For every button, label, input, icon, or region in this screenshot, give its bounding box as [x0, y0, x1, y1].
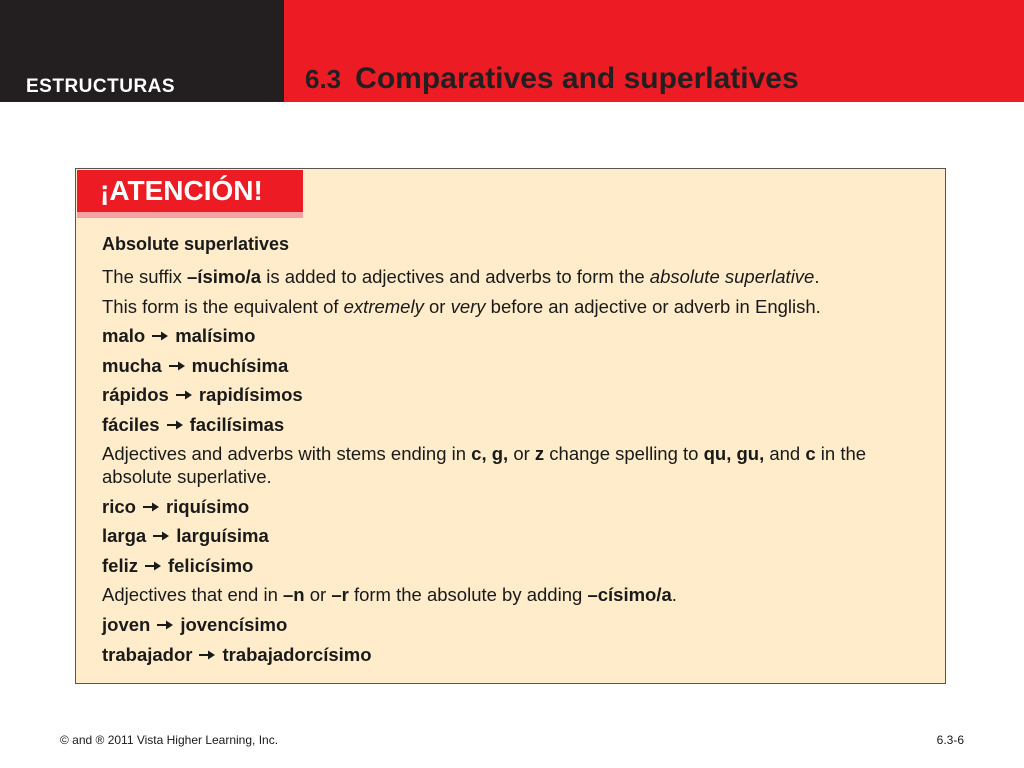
text-run: in the absolute superlative.: [102, 442, 867, 487]
examples-group-3: [102, 612, 932, 671]
example-row: [102, 323, 932, 353]
text-run: form the absolute by adding: [348, 584, 588, 606]
text-run: This form is the equivalent of: [102, 295, 344, 317]
bold-term: –n: [283, 584, 305, 606]
example-base-word: feliz: [102, 554, 138, 576]
text-run: or: [423, 295, 451, 317]
right-arrow-icon: [151, 529, 171, 543]
right-arrow-icon: [150, 329, 170, 343]
example-row: [102, 382, 932, 412]
example-superlative-word: facilísimas: [189, 413, 285, 435]
example-superlative-word: rapidísimos: [198, 384, 303, 406]
slide-title: [305, 62, 799, 96]
example-row: [102, 553, 932, 583]
example-row: [102, 612, 932, 642]
bold-term: z: [534, 442, 545, 464]
example-superlative-word: muchísima: [191, 354, 289, 376]
paragraph-suffix: [102, 264, 932, 294]
suffix-term: –ísimo/a: [187, 266, 262, 287]
footer-copyright: © and ® 2011 Vista Higher Learning, Inc.: [60, 733, 279, 747]
title-text: Comparatives and superlatives: [355, 62, 799, 95]
text-run: .: [671, 584, 677, 606]
right-arrow-icon: [165, 418, 185, 432]
example-row: [102, 523, 932, 553]
bold-term: qu, gu,: [703, 442, 765, 464]
right-arrow-icon: [155, 618, 175, 632]
example-row: [102, 353, 932, 383]
text-run: or: [508, 442, 535, 464]
example-superlative-word: jovencísimo: [180, 613, 288, 635]
text-run: change spelling to: [544, 442, 704, 464]
text-run: The suffix: [102, 266, 188, 287]
atencion-badge: [77, 170, 303, 218]
box-content: [102, 231, 932, 671]
term-italic: extremely: [343, 295, 424, 317]
right-arrow-icon: [197, 648, 217, 662]
examples-group-1: [102, 323, 932, 441]
footer-page-number: 6.3-6: [936, 733, 964, 747]
term-italic: very: [450, 295, 486, 317]
example-base-word: malo: [102, 325, 146, 347]
examples-group-2: [102, 494, 932, 583]
example-superlative-word: riquísimo: [165, 495, 250, 517]
text-run: .: [814, 266, 820, 287]
term-italic: absolute superlative: [649, 266, 815, 287]
example-base-word: fáciles: [102, 413, 160, 435]
example-base-word: rápidos: [102, 384, 169, 406]
bold-term: c: [805, 442, 816, 464]
text-run: or: [304, 584, 332, 606]
example-base-word: rico: [102, 495, 136, 517]
text-run: Adjectives and adverbs with stems ending in: [102, 442, 472, 464]
bold-term: –r: [331, 584, 349, 606]
example-base-word: trabajador: [102, 643, 193, 665]
text-run: and: [764, 442, 806, 464]
paragraph-n-r: [102, 582, 932, 612]
section-label: ESTRUCTURAS: [26, 76, 176, 97]
example-superlative-word: malísimo: [175, 325, 256, 347]
box-heading: Absolute superlatives: [102, 234, 290, 254]
suffix-term: –císimo/a: [587, 584, 672, 606]
example-superlative-word: trabajadorcísimo: [222, 643, 372, 665]
right-arrow-icon: [174, 388, 194, 402]
text-run: before an adjective or adverb in English.: [485, 295, 821, 317]
example-superlative-word: larguísima: [176, 525, 269, 547]
paragraph-equivalent: [102, 294, 932, 324]
right-arrow-icon: [141, 500, 161, 514]
example-row: [102, 642, 932, 672]
example-row: [102, 412, 932, 442]
text-run: is added to adjectives and adverbs to form the: [261, 266, 650, 287]
section-number: 6.3: [305, 64, 342, 94]
example-base-word: larga: [102, 525, 147, 547]
example-base-word: joven: [102, 613, 151, 635]
example-row: [102, 494, 932, 524]
bold-term: c, g,: [471, 442, 509, 464]
right-arrow-icon: [167, 359, 187, 373]
example-base-word: mucha: [102, 354, 162, 376]
paragraph-spelling: [102, 442, 932, 488]
atencion-badge-text: ¡ATENCIÓN!: [100, 175, 263, 206]
text-run: Adjectives that end in: [102, 584, 283, 606]
right-arrow-icon: [143, 559, 163, 573]
example-superlative-word: felicísimo: [167, 554, 254, 576]
